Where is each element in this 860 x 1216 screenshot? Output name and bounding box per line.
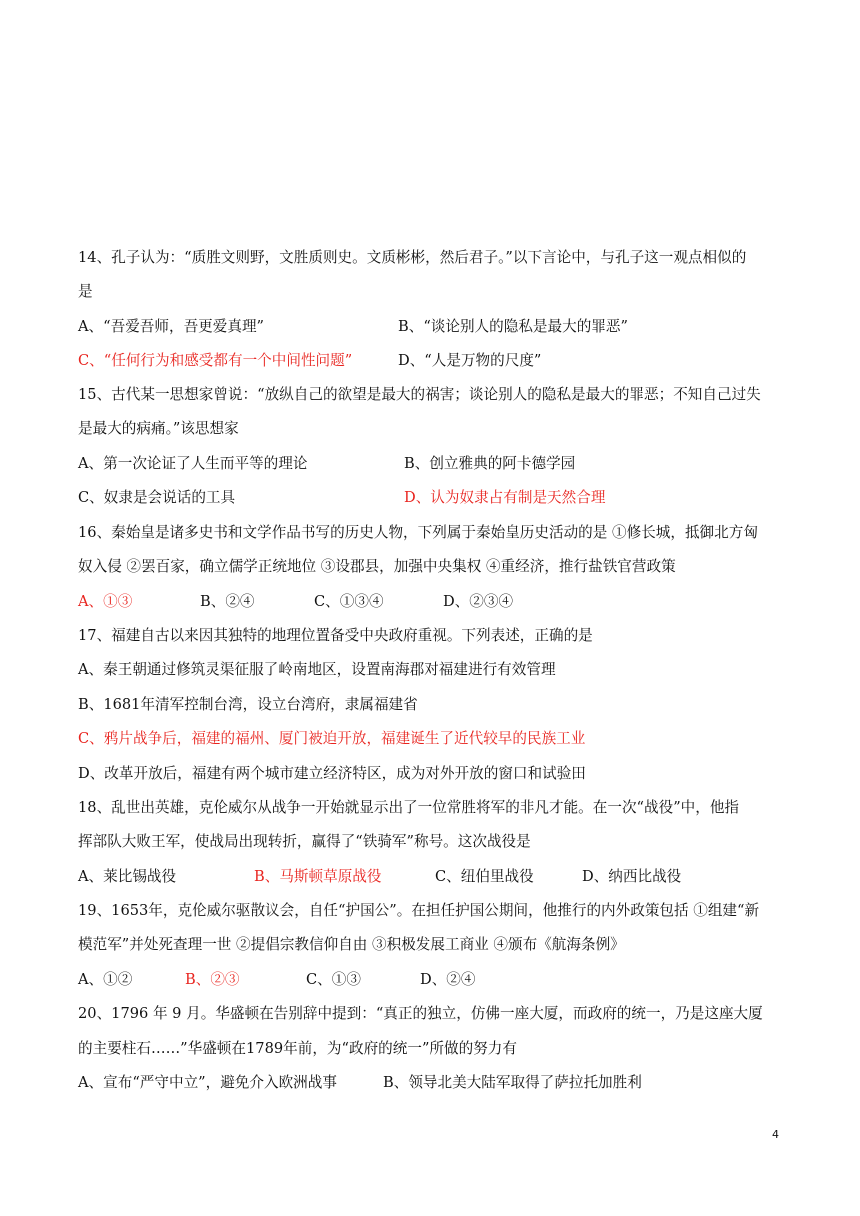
question-18-option-c: C、纽伯里战役 bbox=[435, 868, 534, 885]
question-16-stem-line-2: 奴入侵 ②罢百家，确立儒学正统地位 ③设郡县，加强中央集权 ④重经济，推行盐铁官营政策 bbox=[78, 558, 676, 575]
question-20-stem-line-1: 20、1796 年 9 月。华盛顿在告别辞中提到：“真正的独立，仿佛一座大厦，而政府的统一，乃是这座大厦 bbox=[78, 1005, 763, 1022]
question-18-option-b: B、马斯顿草原战役 bbox=[254, 868, 382, 885]
question-20-option-b: B、领导北美大陆军取得了萨拉托加胜利 bbox=[383, 1074, 642, 1091]
question-17-option-c: C、鸦片战争后，福建的福州、厦门被迫开放，福建诞生了近代较早的民族工业 bbox=[78, 730, 586, 747]
question-19-stem-line-1: 19、1653年，克伦威尔驱散议会，自任“护国公”。在担任护国公期间，他推行的内外政策包括 ①组建“新 bbox=[78, 902, 760, 919]
question-15-stem-line-1: 15、古代某一思想家曾说：“放纵自己的欲望是最大的祸害；谈论别人的隐私是最大的罪恶；不知自己过失 bbox=[78, 386, 761, 403]
page-number: 4 bbox=[772, 1128, 779, 1141]
question-17-option-a: A、秦王朝通过修筑灵渠征服了岭南地区，设置南海郡对福建进行有效管理 bbox=[78, 661, 556, 678]
question-17-option-b: B、1681年清军控制台湾，设立台湾府，隶属福建省 bbox=[78, 696, 418, 713]
question-15-option-d: D、认为奴隶占有制是天然合理 bbox=[404, 489, 606, 506]
question-20-stem-line-2: 的主要柱石……”华盛顿在1789年前，为“政府的统一”所做的努力有 bbox=[78, 1040, 517, 1057]
question-15-option-b: B、创立雅典的阿卡德学园 bbox=[404, 455, 576, 472]
question-19-option-b: B、②③ bbox=[185, 971, 240, 988]
question-14-option-a: A、“吾爱吾师，吾更爱真理” bbox=[78, 318, 264, 335]
question-19-option-a: A、①② bbox=[78, 971, 133, 988]
question-16-option-b: B、②④ bbox=[200, 593, 255, 610]
question-16-option-a: A、①③ bbox=[78, 593, 133, 610]
question-14-stem-line-2: 是 bbox=[78, 283, 93, 300]
question-16-stem-line-1: 16、秦始皇是诸多史书和文学作品书写的历史人物，下列属于秦始皇历史活动的是 ①修长城，抵御北方匈 bbox=[78, 524, 758, 541]
question-17-stem-line-1: 17、福建自古以来因其独特的地理位置备受中央政府重视。下列表述，正确的是 bbox=[78, 627, 593, 644]
question-15-stem-line-2: 是最大的病痛。”该思想家 bbox=[78, 420, 239, 437]
question-19-option-c: C、①③ bbox=[306, 971, 361, 988]
question-18-option-d: D、纳西比战役 bbox=[582, 868, 682, 885]
question-15-option-c: C、奴隶是会说话的工具 bbox=[78, 489, 236, 506]
question-16-option-d: D、②③④ bbox=[443, 593, 514, 610]
question-15-option-a: A、第一次论证了人生而平等的理论 bbox=[78, 455, 308, 472]
question-16-option-c: C、①③④ bbox=[314, 593, 384, 610]
question-19-stem-line-2: 模范军”并处死查理一世 ②提倡宗教信仰自由 ③积极发展工商业 ④颁布《航海条例》 bbox=[78, 936, 625, 953]
question-14-option-d: D、“人是万物的尺度” bbox=[398, 352, 542, 369]
question-18-option-a: A、莱比锡战役 bbox=[78, 868, 177, 885]
question-14-option-b: B、“谈论别人的隐私是最大的罪恶” bbox=[398, 318, 628, 335]
question-14-stem-line-1: 14、孔子认为：“质胜文则野，文胜质则史。文质彬彬，然后君子。”以下言论中，与孔子这一观点相似的 bbox=[78, 249, 747, 266]
question-20-option-a: A、宣布“严守中立”，避免介入欧洲战事 bbox=[78, 1074, 337, 1091]
question-18-stem-line-2: 挥部队大败王军，使战局出现转折，赢得了“铁骑军”称号。这次战役是 bbox=[78, 833, 531, 850]
question-18-stem-line-1: 18、乱世出英雄，克伦威尔从战争一开始就显示出了一位常胜将军的非凡才能。在一次“战役”中，他指 bbox=[78, 799, 740, 816]
question-17-option-d: D、改革开放后，福建有两个城市建立经济特区，成为对外开放的窗口和试验田 bbox=[78, 765, 586, 782]
question-19-option-d: D、②④ bbox=[420, 971, 476, 988]
question-14-option-c: C、“任何行为和感受都有一个中间性问题” bbox=[78, 352, 353, 369]
